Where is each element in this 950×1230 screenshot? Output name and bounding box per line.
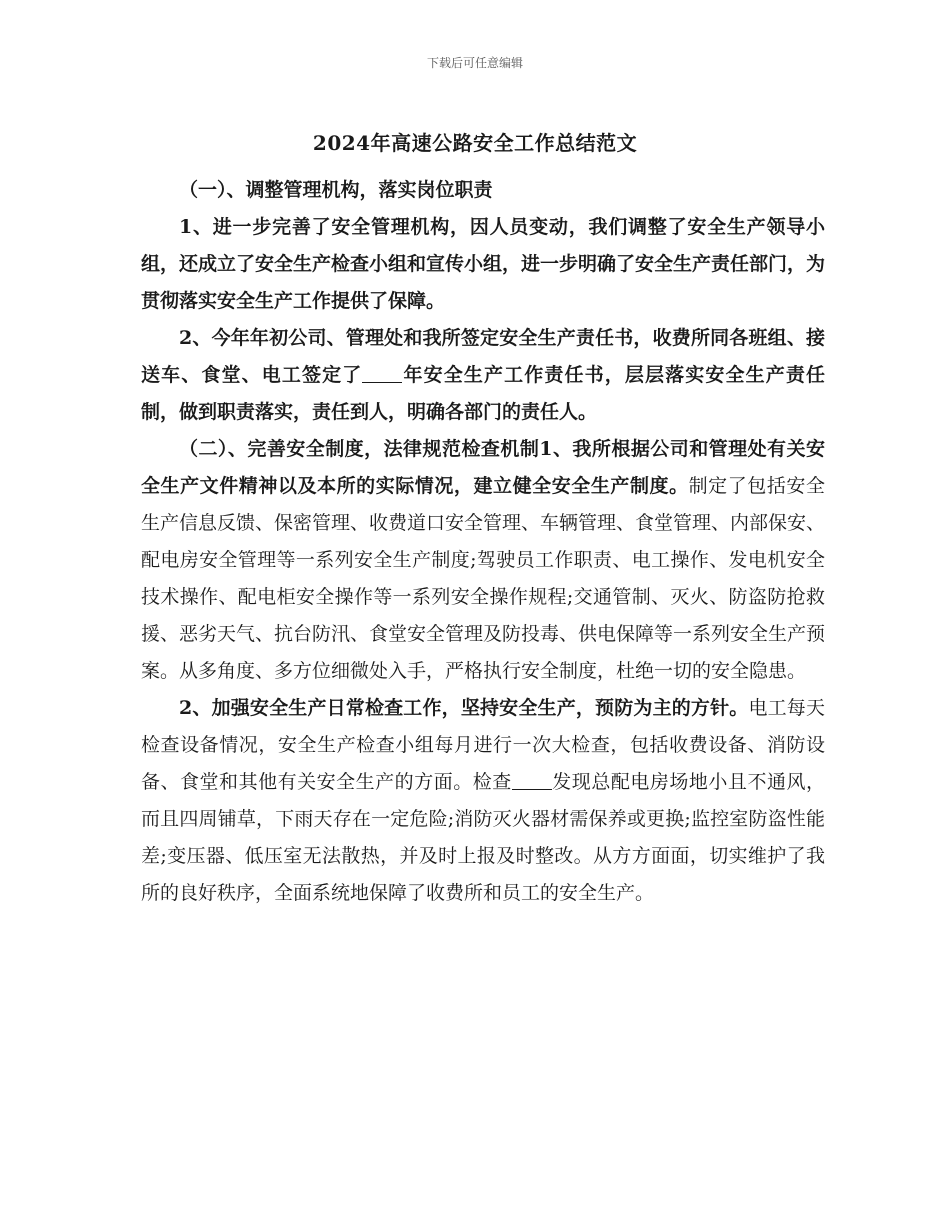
fill-in-blank [512, 771, 552, 790]
paragraph-2-1 [141, 431, 825, 690]
fill-in-blank [362, 364, 402, 383]
paragraph-1-2 [141, 320, 825, 431]
paragraph-1-1: 1、进一步完善了安全管理机构，因人员变动，我们调整了安全生产领导小组，还成立了安全生产检查小组和宣传小组，进一步明确了安全生产责任部门，为贯彻落实安全生产工作提供了保障。 [141, 216, 826, 312]
paragraph-2-1-body: 制定了包括安全生产信息反馈、保密管理、收费道口安全管理、车辆管理、食堂管理、内部保安、配电房安全管理等一系列安全生产制度;驾驶员工作职责、电工操作、发电机安全技术操作、配电柜安全操作等一系列安全操作规程;交通管制、灭火、防盗防抢救援、恶劣天气、抗台防汛、食堂安全管理及防投毒、供电保障等一系列安全生产预案。从多角度、多方位细微处入手，严格执行安全制度，杜绝一切的安全隐患。 [141, 475, 826, 682]
paragraph-1-2-part-b: 年安全生产工作责任书，层层落实安全生产责任制，做到职责落实，责任到人，明确各部门的责任人。 [141, 364, 825, 423]
document-body [141, 172, 825, 912]
section-heading-2: （二）、完善安全制度，法律规范检查机制1、我所根据公司和管理处有关安全生产文件精神以及本所的实际情况，建立健全安全生产制度。 [141, 438, 825, 497]
page-header: 下载后可任意编辑 [426, 56, 523, 70]
paragraph-2-2 [141, 690, 825, 912]
paragraph-2-2-lead: 2、加强安全生产日常检查工作，坚持安全生产，预防为主的方针。 [179, 697, 749, 719]
section-heading-1: （一）、调整管理机构，落实岗位职责 [179, 179, 493, 201]
paragraph-2-2-part-a: 电工每天检查设备情况，安全生产检查小组每月进行一次大检查，包括收费设备、消防设备、食堂和其他有关安全生产的方面。检查 [141, 697, 825, 793]
paragraph-1-2-part-a: 2、今年年初公司、管理处和我所签定安全生产责任书，收费所同各班组、接送车、食堂、电工签定了 [141, 327, 825, 386]
paragraph-2-2-part-b: 发现总配电房场地小且不通风，而且四周铺草，下雨天存在一定危险;消防灭火器材需保养或更换;监控室防盗性能差;变压器、低压室无法散热，并及时上报及时整改。从方方面面，切实维护了我所的良好秩序，全面系统地保障了收费所和员工的安全生产。 [141, 771, 825, 904]
document-title: 2024年高速公路安全工作总结范文 [312, 131, 638, 155]
